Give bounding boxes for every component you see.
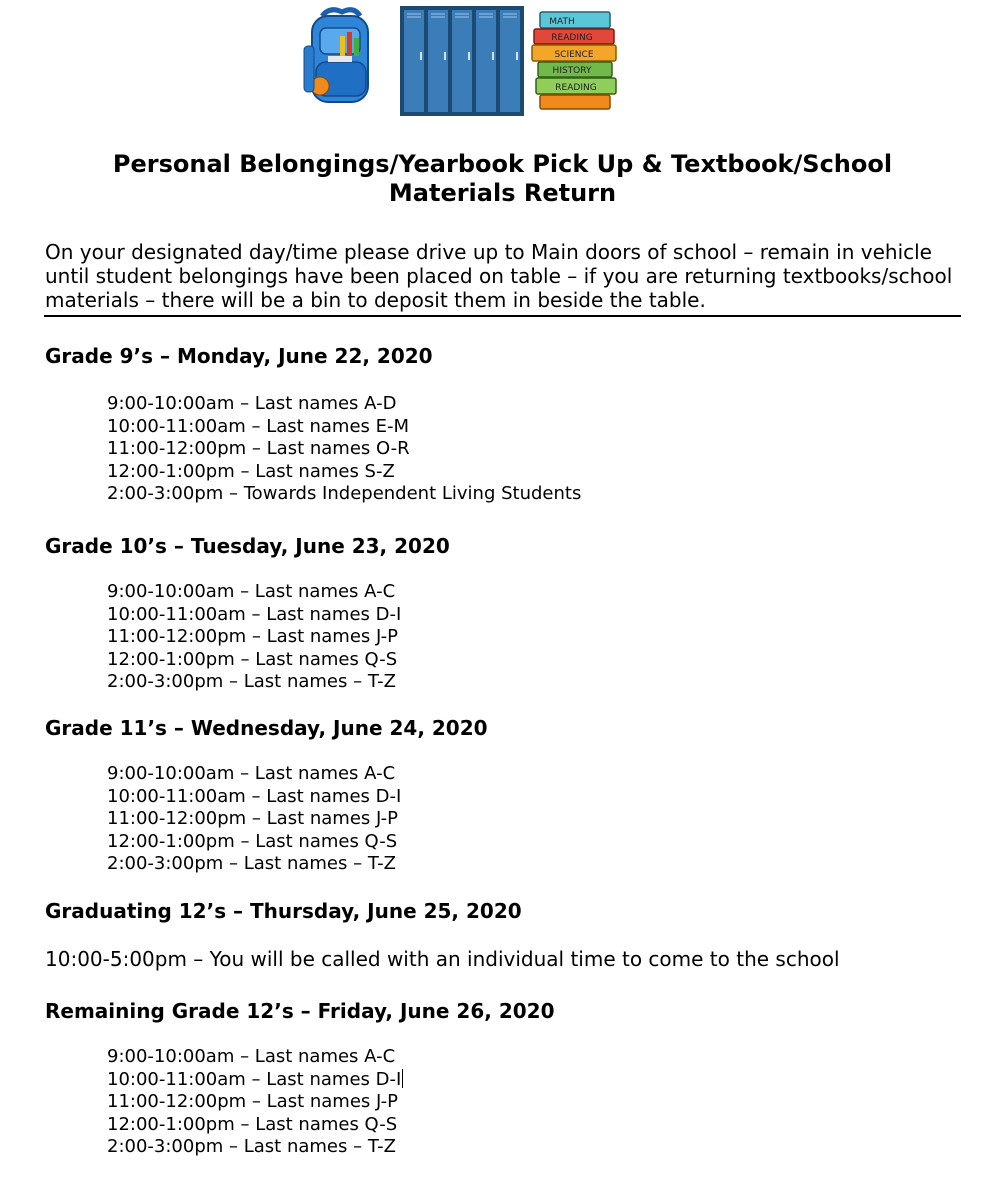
intro-paragraph: On your designated day/time please drive up to Main doors of school – remain in vehicle until student belongings have been placed on table – if you are returning textbooks/school materials – there will be a bin to deposit them in beside the table. xyxy=(45,240,953,312)
time-slot: 2:00-3:00pm – Last names – T-Z xyxy=(107,1136,396,1157)
lockers-icon xyxy=(400,6,524,116)
schedule-list-grade-11 xyxy=(107,763,401,876)
time-slot: 10:00-11:00am – Last names E-M xyxy=(107,415,410,437)
time-slot: 12:00-1:00pm – Last names Q-S xyxy=(107,648,398,670)
time-slot: 12:00-1:00pm – Last names Q-S xyxy=(107,1113,398,1135)
time-slot: 11:00-12:00pm – Last names J-P xyxy=(107,1091,399,1112)
time-slot: 12:00-1:00pm – Last names Q-S xyxy=(107,830,398,852)
backpack-icon xyxy=(300,6,382,110)
time-slot: 9:00-10:00am – Last names A-C xyxy=(107,581,396,602)
graduating-note: 10:00-5:00pm – You will be called with an individual time to come to the school xyxy=(45,947,840,971)
divider-rule xyxy=(44,315,961,317)
time-slot: 2:00-3:00pm – Last names – T-Z xyxy=(107,853,396,874)
time-slot: 11:00-12:00pm – Last names J-P xyxy=(107,626,399,647)
schedule-list-remaining-12 xyxy=(107,1046,403,1159)
time-slot: 9:00-10:00am – Last names A-C xyxy=(107,763,396,784)
book-label: MATH xyxy=(549,17,575,27)
time-slot: 9:00-10:00am – Last names A-D xyxy=(107,393,397,414)
time-slot: 9:00-10:00am – Last names A-C xyxy=(107,1046,396,1067)
book-label: READING xyxy=(555,83,597,93)
time-slot: 2:00-3:00pm – Towards Independent Living Students xyxy=(107,483,582,504)
book-label: READING xyxy=(551,33,593,43)
time-slot: 10:00-11:00am – Last names D-I xyxy=(107,785,402,807)
time-slot: 2:00-3:00pm – Last names – T-Z xyxy=(107,671,396,692)
schedule-list-grade-10 xyxy=(107,581,401,694)
book-stack-icon xyxy=(526,6,622,114)
book-label: SCIENCE xyxy=(554,50,594,60)
time-slot xyxy=(107,1069,403,1092)
section-heading-grade-10: Grade 10’s – Tuesday, June 23, 2020 xyxy=(45,534,450,558)
section-heading-remaining-12: Remaining Grade 12’s – Friday, June 26, 2020 xyxy=(45,999,555,1023)
section-heading-grade-11: Grade 11’s – Wednesday, June 24, 2020 xyxy=(45,716,488,740)
section-heading-grade-9: Grade 9’s – Monday, June 22, 2020 xyxy=(45,344,433,368)
schedule-list-grade-9 xyxy=(107,393,581,506)
time-slot: 10:00-11:00am – Last names D-I xyxy=(107,603,402,625)
section-heading-graduating-12: Graduating 12’s – Thursday, June 25, 2020 xyxy=(45,899,522,923)
page-title: Personal Belongings/Yearbook Pick Up & Textbook/School Materials Return xyxy=(112,150,893,207)
text-cursor xyxy=(402,1069,403,1088)
book-label: HISTORY xyxy=(552,66,592,76)
time-slot: 11:00-12:00pm – Last names J-P xyxy=(107,808,399,829)
time-slot: 11:00-12:00pm – Last names O-R xyxy=(107,438,410,459)
time-slot: 12:00-1:00pm – Last names S-Z xyxy=(107,460,395,482)
time-slot-text: 10:00-11:00am – Last names D-I xyxy=(107,1068,402,1090)
